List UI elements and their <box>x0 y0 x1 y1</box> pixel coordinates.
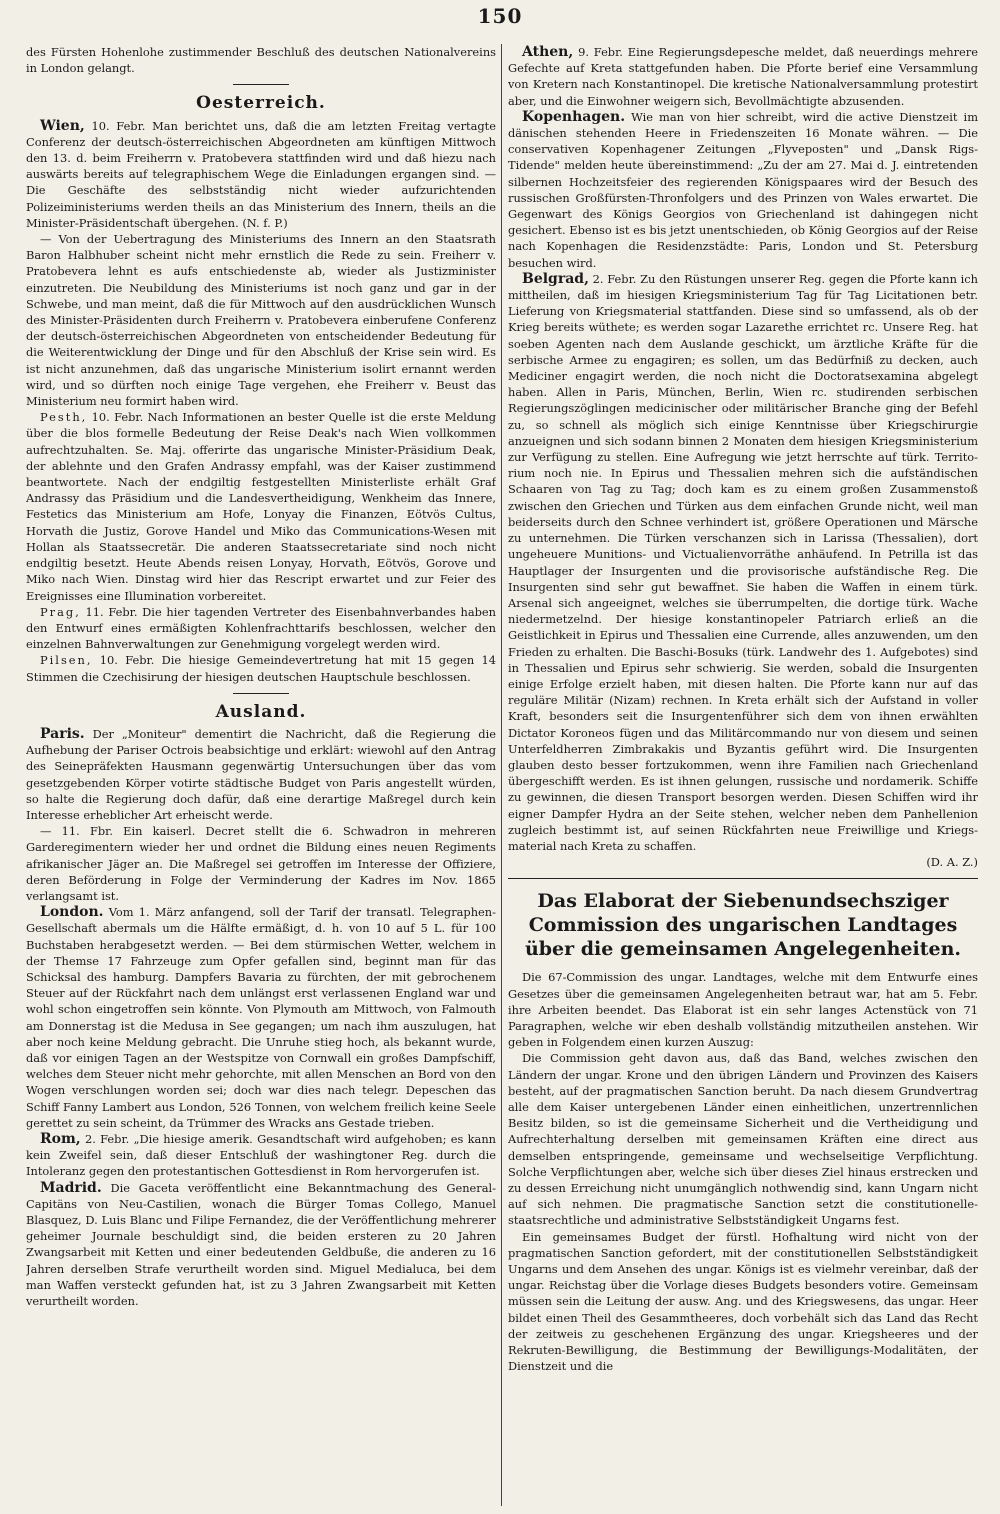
date-text: 10. Febr. <box>84 118 146 133</box>
news-item-wien-continued: — Von der Uebertragung des Ministeriums des Innern an den Staatsrath Baron Halbhuber scheint nicht mehr ernstlich die Rede zu sein. Freiherr v. Pratobevera lehnt es aufs entschiedenste ab, wieder als Justizminister einzutreten. Die Neubildung des Ministeriums ist noch ganz und gar in der Schwebe, und man meint, daß die für Mittwoch auf den ausdrücklichen Wunsch des Minister-Präsidenten durch Freiherrn v. Pratobevera einberufene Conferenz der deutsch-österreichischen Abgeordneten von entscheidender Bedeutung für die Weiterentwicklung der Dinge und für den Abschluß der Krise sein wird. Es ist nicht anzunehmen, daß das ungarische Ministerium isolirt ernannt werden wird, und so dürften noch einige Tage vergehen, ehe Freiherr v. Beust das Ministerium neu formirt haben wird. <box>26 232 496 409</box>
place-name: Pesth, <box>40 410 88 425</box>
news-item-rom <box>26 1131 496 1180</box>
body-text: 10. Febr. Nach Informationen an bester Quelle ist die erste Meldung über die blos formelle Bedeutung der Reise Deak's nach Wien vollkommen aufrechtzuhalten. Se. Maj. offerirte das ungarische Minister-Präsidium Deak, der ablehnte und den Grafen Andrassy empfahl, was der Kaiser zustimmend beantwortete. Nach der endgiltig festgestellten Ministerliste erhält Graf Andrassy das Präsidium und die Landesvertheidigung, Wenkheim das Innere, Festetics das Ministerium am Hofe, Lonyay die Finanzen, Eötvös Cultus, Horvath die Justiz, Gorove Handel und Miko das Communications-Wesen mit Hollan als Staatssecretär. Die anderen Staatssecretariate sind noch nicht endgiltig besetzt. Heute Abends reisen Lonyay, Horvath, Eötvös, Gorove und Miko nach Wien. Dinstag wird hier das Rescript erwartet und zur Feier des Ereignisses eine Illumination vorbereitet. <box>26 410 496 603</box>
news-item-wien <box>26 118 496 231</box>
page-number: 150 <box>477 4 523 28</box>
place-name: Athen, <box>522 44 574 60</box>
body-text: 10. Febr. Die hiesige Gemeindevertretung hat mit 15 gegen 14 Stimmen die Czechisirung der hiesigen deutschen Hauptschule beschlossen. <box>26 653 496 684</box>
place-name: London. <box>40 904 104 921</box>
article-title: Das Elaborat der Siebenundsechsziger Commission des ungarischen Landtages über die gemeinsamen Angelegenheiten. <box>524 890 962 961</box>
article-rule <box>508 878 978 879</box>
body-text: 2. Febr. Zu den Rüstungen unserer Reg. gegen die Pforte kann ich mittheilen, daß im hiesigen Kriegsministerium Tag für Tag Licitationen betr. Lieferung von Kriegsmaterial stattfanden. Diese sind so umfassend, als ob der Krieg bereits wüthete; es werden sogar Lazarethe errichtet rc. Unsere Reg. hat soeben Agenten nach dem Auslande geschickt, um ärztliche Kräfte für die serbische Armee zu engagiren; es sollen, um das Bedürfniß zu decken, auch Mediciner engagirt werden, die noch nicht die Doctoratsexamina abgelegt haben. Allen in Paris, München, Berlin, Wien rc. studirenden serbischen Regierungszöglingen medicinischer oder militärischer Branche ging der Befehl zu, so schnell als möglich sich einige Kenntnisse über Kriegschirurgie anzueignen und sich sodann binnen 2 Monaten dem hiesigen Kriegsministerium zur Verfügung zu stellen. Eine Aufregung wie jetzt herrschte auf türk. Territorium noch nie. In Epirus und Thessalien mehren sich die aufständischen Schaaren von Tag zu Tag; doch kam es zu einem großen Zusammenstoß zwischen den Griechen und Türken aus dem einfachen Grunde nicht, weil man beiderseits durch den Schnee verhindert ist, größere Operationen und Märsche zu unternehmen. Die Türken verschanzen sich in Larissa (Thessalien), dort ungeheuere Munitions- und Victualienvorräthe anhäufend. In Petrilla ist das Hauptlager der Insurgenten und die provisorische aufständische Reg. Die Insurgenten sind sehr gut bewaffnet. Sie haben die Waffen in einem türk. Arsenal sich angeeignet, welches sie überrumpelten, die dortige türk. Wache niedermetzelnd. Der hiesige konstantinopeler Patriarch erließ an die Geistlichkeit in Epirus und Thessalien eine Currende, alles anzuwenden, um den Frieden zu erhalten. Die Baschi-Bosuks (türk. Landwehr des 1. Aufgebotes) sind in Thessalien und Epirus sehr schwierig. Sie werden, sobald die Insurgenten einige Erfolge erzielt haben, mit diesen halten. Die Pforte kann nur auf das reguläre Militär (Nizam) rechnen. In Kreta erhält sich der Aufstand in voller Kraft, besonders seit die Insurgentenführer sich dem von ihnen erwählten Dictator Koroneos fügen und das Militärcommando nur von diesem und seinen Unterfeldherren Zimbrakakis und Byzantis geführt wird. Die Insurgenten glauben desto besser fortzukommen, wenn ihre Familien nach Griechenland übergeschifft werden. Es ist ihnen gelungen, russische und nordamerik. Schiffe zu gewinnen, die diesen Transport besorgen werden. Diesen Schiffen wird ihr eigner Dampfer Hydra an der Seite stehen, welcher neben dem Panhellenion zugleich bestimmt ist, auf seinen Rückfahrten neue Freiwillige und Kriegsmaterial nach Kreta zu schaffen. <box>508 271 978 853</box>
news-item-pesth <box>26 409 496 603</box>
news-item-london <box>26 904 496 1131</box>
article-paragraph: Die 67-Commission des ungar. Landtages, welche mit dem Entwurfe eines Gesetzes über die gemeinsamen Angelegenheiten betraut war, hat am 5. Febr. ihre Arbeiten beendet. Das Elaborat ist ein sehr langes Actenstück von 71 Paragraphen, welche wir eben deshalb vollständig mitzutheilen anstehen. Wir geben in Folgendem einen kurzen Auszug: <box>508 970 978 1050</box>
place-name: Belgrad, <box>522 270 589 287</box>
place-name: Pilsen, <box>40 653 93 668</box>
place-name: Kopenhagen. <box>522 108 626 125</box>
body-text: Der „Moniteur" dementirt die Nachricht, daß die Regierung die Aufhebung der Pariser Octrois beabsichtige und erklärt: wiewohl auf den Antrag des Seinepräfekten Hausmann gegenwärtig Untersuchungen über das vom gesetzgebenden Körper votirte städtische Budget von Paris angestellt würden, so halte die Regierung doch dafür, daß eine derartige Maßregel durch kein Interesse erheblicher Art erheischt werde. <box>26 726 496 822</box>
news-item-paris-continued: — 11. Fbr. Ein kaiserl. Decret stellt die 6. Schwadron in mehreren Garderegimentern wieder her und ordnet die Bildung eines neuen Regiments afrikanischer Jäger an. Die Maßregel sei getroffen im Interesse der Offiziere, deren Beförderung in Folge der Verminderung der Kadres im Nov. 1865 verlangsamt ist. <box>26 824 496 903</box>
left-column <box>26 44 496 1506</box>
place-name: Rom, <box>40 1131 81 1147</box>
place-name: Wien, <box>40 117 85 134</box>
body-text: 9. Febr. Eine Regierungsdepesche meldet, daß neuerdings mehrere Gefechte auf Kreta stattgefunden haben. Die Pforte berief eine Versammlung von Kretern nach Konstantinopel. Die kretische Nationalversammlung protestirt aber, und die Einwohner weigern sich, Bevollmächtigte abzusenden. <box>508 45 978 108</box>
news-item-belgrad <box>508 271 978 854</box>
news-item-madrid <box>26 1180 496 1310</box>
right-column <box>508 44 978 1506</box>
news-item-pilsen <box>26 652 496 684</box>
article-paragraph: Ein gemeinsames Budget der fürstl. Hofhaltung wird nicht von der pragmatischen Sanction gefordert, mit der constitutionellen Selbstständigkeit Ungarns und dem Ansehen des ungar. Königs ist es vielmehr vereinbar, daß der ungar. Reichstag über die Vorlage dieses Budgets besonders votire. Gemeinsam müssen sein die Leitung der ausw. Ang. und des Kriegswesens, das ungar. Heer bildet einen Theil des Gesammtheeres, doch vorbehält sich das Land das Recht der zeitweis zu geschehenen Ergänzung des ungar. Kriegsheeres und der Rekruten-Bewilligung, die Bestimmung der Bewilligungs-Modalitäten, der Dienstzeit und die <box>508 1229 978 1374</box>
place-name: Madrid. <box>40 1179 102 1196</box>
body-text: Man berichtet uns, daß die am letzten Freitag vertagte Conferenz der deutsch-österreichischen Abgeordneten am künftigen Mittwoch den 13. d. beim Freiherrn v. Pratobevera stattfinden wird und daß hiezu nach auswärts bereits auf telegraphischem Wege die Einladungen ergangen sind. — Die Geschäfte des selbstständig nicht wieder aufzurichtenden Polizeiministeriums werden theils an das Ministerium des Innern, theils an die Minister-Präsidentschaft übergehen. (N. f. P.) <box>26 118 496 230</box>
section-heading-ausland: Ausland. <box>215 701 307 722</box>
section-rule <box>233 84 289 85</box>
section-heading-oesterreich: Oesterreich. <box>196 93 326 114</box>
body-text: 2. Febr. „Die hiesige amerik. Gesandtschaft wird aufgehoben; es kann kein Zweifel sein, daß dieser Entschluß der washingtoner Reg. durch die Intoleranz gegen den protestantischen Gottesdienst in Rom hervorgerufen ist. <box>26 1132 496 1179</box>
news-item-athen <box>508 44 978 109</box>
body-text: Die Gaceta veröffentlicht eine Bekanntmachung des General-Capitäns von Neu-Castilien, wonach die Bürger Tomas Collego, Manuel Blasquez, D. Luis Blanc und Filipe Fernandez, die der Veröffentlichung mehrerer geheimer Journale beschuldigt sind, die beiden ersteren zu 20 Jahren Zwangsarbeit mit Ketten und einer bedeutenden Geldbuße, die anderen zu 16 Jahren derselben Strafe verurtheilt worden sind. Miguel Medialuca, bei dem man Waffen versteckt gefunden hat, ist zu 3 Jahren Zwangsarbeit mit Ketten verurtheilt worden. <box>26 1180 496 1309</box>
intro-paragraph: des Fürsten Hohenlohe zustimmender Beschluß des deutschen Nationalvereins in London gelangt. <box>26 45 496 76</box>
place-name: Prag, <box>40 604 81 619</box>
article-paragraph: Die Commission geht davon aus, daß das Band, welches zwischen den Ländern der ungar. Krone und den übrigen Ländern und Provinzen des Kaisers besteht, auf der pragmatischen Sanction beruht. Da nach diesem Grundvertrag alle dem Kaiser untergebenen Länder einen einheitlichen, unzertrennlichen Besitz bilden, so ist die gemeinsame Sicherheit und die Vertheidigung und Aufrechterhaltung derselben mit gemeinsamen Kräften eine direct aus demselben entspringende, gemeinsame und wechselseitige Verpflichtung. Solche Verpflichtungen aber, welche sich über dieses Ziel hinaus erstrecken und zu dessen Erreichung nicht unumgänglich nothwendig sind, kann Ungarn nicht auf sich nehmen. Die pragmatische Sanction setzt die constitutionelle- staatsrechtliche und administrative Selbstständigkeit Ungarns fest. <box>508 1051 978 1228</box>
body-text: Vom 1. März anfangend, soll der Tarif der transatl. Telegraphen-Gesellschaft abermals um die Hälfte ermäßigt, d. h. von 10 auf 5 L. für 100 Buchstaben herabgesetzt werden. — Bei dem stürmischen Wetter, welchem in der Themse 17 Fahrzeuge zum Opfer gefallen sind, beginnt man für das Schicksal des hamburg. Dampfers Bavaria zu fürchten, der mit gebrochenem Steuer auf der Rückfahrt nach dem unlängst erst verlassenen England war und wohl schon eingetroffen sein könnte. Von Plymouth am Mittwoch, von Falmouth am Donnerstag ist die Medusa in See gegangen; um nach ihm auszulugen, hat aber noch keine Meldung gebracht. Die Unruhe stieg hoch, als bekannt wurde, daß vor einigen Tagen an der Westspitze von Cornwall ein großes Dampfschiff, welches dem Steuer nicht mehr gehorchte, mit allen Menschen an Bord von den Wogen verschlungen worden sei; doch war dies nach telegr. Depeschen das Schiff Fanny Lambert aus London, 526 Tonnen, von welchem freilich keine Seele gerettet zu sein scheint, da Trümmer des Wracks ans Gestade trieben. <box>26 905 496 1130</box>
source-signature: (D. A. Z.) <box>926 855 978 870</box>
body-text: 11. Febr. Die hier tagenden Vertreter des Eisenbahnverbandes haben den Entwurf eines ermäßigten Kohlenfrachttarifs beschlossen, welcher den einzelnen Bahnverwaltungen zur Genehmigung vorgelegt werden wird. <box>26 604 496 652</box>
column-divider <box>501 44 502 1506</box>
section-rule <box>233 693 289 694</box>
body-text: Wie man von hier schreibt, wird die active Dienstzeit im dänischen stehenden Heere in Friedenszeiten 16 Monate währen. — Die conservativen Kopenhagener Zeitungen „Flyveposten" und „Dansk Rigs-Tidende" melden heute übereinstimmend: „Zu der am 27. Mai d. J. eintretenden silbernen Hochzeitsfeier des regierenden Königspaares wird der Besuch des russischen Großfürsten-Thronfolgers und des Prinzen von Wales erwartet. Die Gegenwart des Königs Georgios von Griechenland ist dahingegen nicht gesichert. Ebenso ist es bis jetzt unentschieden, ob König Georgios auf der Reise nach Kopenhagen die Residenzstädte: Paris, London und St. Petersburg besuchen wird. <box>508 109 978 270</box>
news-item-kopenhagen <box>508 109 978 271</box>
place-name: Paris. <box>40 725 85 742</box>
news-item-paris <box>26 726 496 823</box>
news-item-prag <box>26 604 496 653</box>
